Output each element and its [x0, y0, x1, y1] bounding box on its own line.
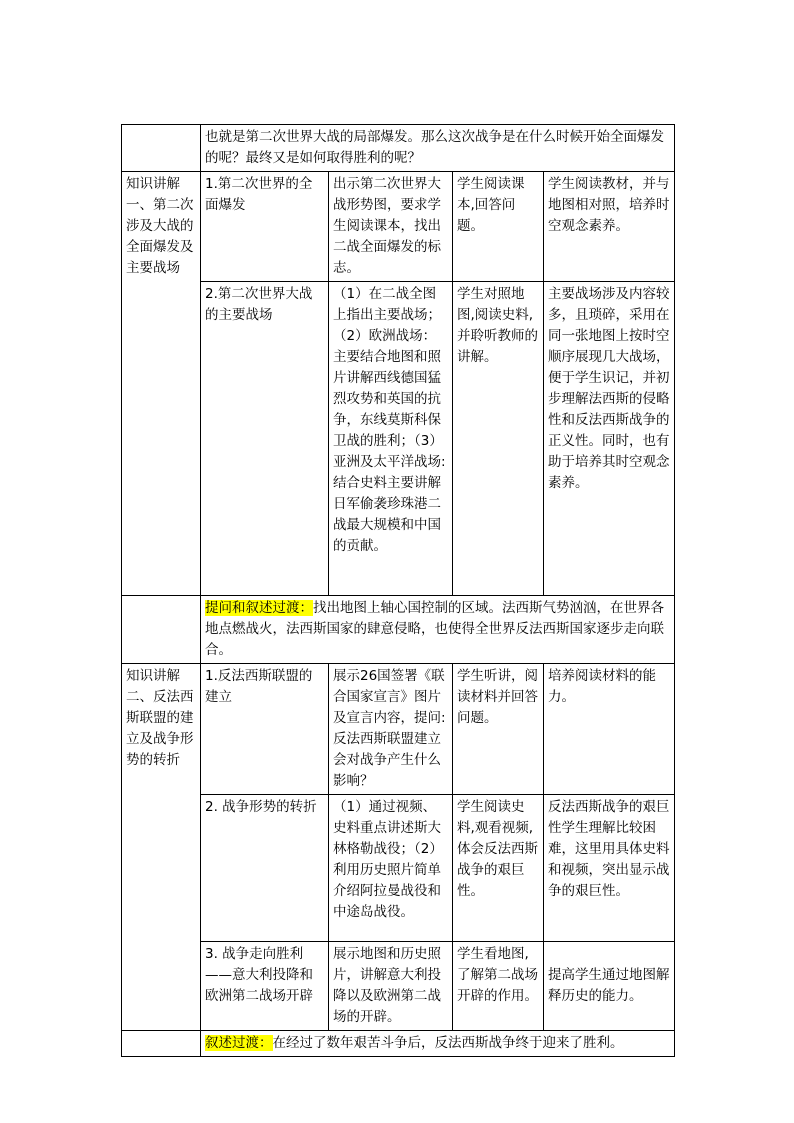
s2-topic1: 1.反法西斯联盟的建立	[201, 664, 329, 795]
lesson-plan-table	[121, 124, 675, 1057]
intro-text: 也就是第二次世界大战的局部爆发。那么这次战争是在什么时候开始全面爆发的呢？最终又是如何取得胜利的呢？	[201, 125, 675, 172]
s1-note2: 主要战场涉及内容较多，且琐碎，采用在同一张地图上按时空顺序展现几大战场，便于学生识记，并初步理解法西斯的侵略性和反法西斯战争的正义性。同时，也有助于培养其时空观念素养。	[544, 282, 675, 596]
s2-student2: 学生阅读史料,观看视频,体会反法西斯战争的艰巨性。	[453, 795, 544, 942]
transition2-label: 叙述过渡：	[205, 1035, 273, 1051]
transition2	[201, 1031, 675, 1057]
transition2-text: 在经过了数年艰苦斗争后，反法西斯战争终于迎来了胜利。	[272, 1035, 624, 1051]
s2-teacher3: 展示地图和历史照片，讲解意大利投降以及欧洲第二战场的开辟。	[329, 942, 453, 1031]
s2-row2	[122, 795, 675, 942]
s1-teacher2: （1）在二战全图上指出主要战场；（2）欧洲战场：主要结合地图和照片讲解西线德国猛烈攻势和英国的抗争，东线莫斯科保卫战的胜利；（3）亚洲及太平洋战场: 结合史料主要讲解日军偷袭珍珠港二战最大规模和中国的贡献。	[329, 282, 453, 596]
s2-teacher1: 展示26国签署《联合国家宣言》图片及宣言内容，提问: 反法西斯联盟建立会对战争产生什么影响？	[329, 664, 453, 795]
s1-note1: 学生阅读教材，并与地图相对照，培养时空观念素养。	[544, 172, 675, 282]
s2-row3	[122, 942, 675, 1031]
s2-topic3: 3. 战争走向胜利——意大利投降和欧洲第二战场开辟	[201, 942, 329, 1031]
s1-topic1: 1.第二次世界的全面爆发	[201, 172, 329, 282]
section2-title: 知识讲解二、反法西斯联盟的建立及战争形势的转折	[122, 664, 201, 1031]
transition2-row	[122, 1031, 675, 1057]
s2-student3: 学生看地图,了解第二战场开辟的作用。	[453, 942, 544, 1031]
s1-student1: 学生阅读课本,回答问题。	[453, 172, 544, 282]
s2-topic2: 2. 战争形势的转折	[201, 795, 329, 942]
s1-student2: 学生对照地图,阅读史料,并聆听教师的讲解。	[453, 282, 544, 596]
s1-teacher1: 出示第二次世界大战形势图，要求学生阅读课本，找出二战全面爆发的标志。	[329, 172, 453, 282]
section1-title: 知识讲解一、第二次涉及大战的全面爆发及主要战场	[122, 172, 201, 596]
s1-row1	[122, 172, 675, 282]
s2-note1: 培养阅读材料的能力。	[544, 664, 675, 795]
s2-teacher2: （1）通过视频、史料重点讲述斯大林格勒战役；（2）利用历史照片简单介绍阿拉曼战役和中途岛战役。	[329, 795, 453, 942]
transition2-empty-cell	[122, 1031, 201, 1057]
s1-topic2: 2.第二次世界大战的主要战场	[201, 282, 329, 596]
s2-note2: 反法西斯战争的艰巨性学生理解比较困难，这里用具体史料和视频，突出显示战争的艰巨性。	[544, 795, 675, 942]
intro-empty-cell	[122, 125, 201, 172]
s1-row2	[122, 282, 675, 596]
s2-note3: 提高学生通过地图解释历史的能力。	[544, 942, 675, 1031]
transition1-text: 找出地图上轴心国控制的区域。法西斯气势汹汹，在世界各地点燃战火，法西斯国家的肆意侵略，也使得全世界反法西斯国家逐步走向联合。	[205, 600, 664, 658]
transition1-empty-cell	[122, 596, 201, 664]
transition1-label: 提问和叙述过渡：	[205, 600, 313, 616]
s2-student1: 学生听讲，阅读材料并回答问题。	[453, 664, 544, 795]
s2-row1	[122, 664, 675, 795]
intro-row	[122, 125, 675, 172]
transition1-row	[122, 596, 675, 664]
transition1	[201, 596, 675, 664]
